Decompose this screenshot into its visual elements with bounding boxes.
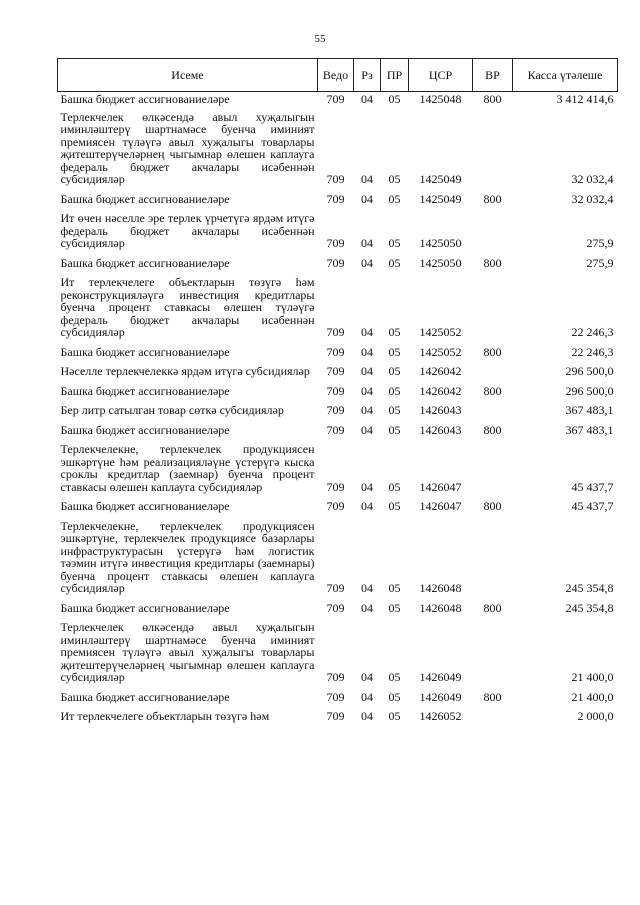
row-name: Башка бюджет ассигнованиеләре bbox=[60, 600, 230, 615]
table-row bbox=[58, 616, 618, 686]
row-pr: 05 bbox=[388, 689, 401, 704]
row-csr: 1426043 bbox=[419, 403, 462, 417]
row-name: Нәселле терлекчелеккә ярдәм итүгә субсидияләр bbox=[60, 364, 310, 378]
row-vedo: 709 bbox=[326, 689, 345, 704]
row-vedo: 709 bbox=[326, 236, 345, 250]
row-pr: 05 bbox=[388, 383, 401, 398]
row-name: Башка бюджет ассигнованиеләре bbox=[60, 689, 230, 704]
row-pr: 05 bbox=[388, 344, 401, 359]
row-pr: 05 bbox=[388, 600, 401, 615]
row-pr: 05 bbox=[388, 479, 401, 494]
row-rz: 04 bbox=[361, 344, 373, 359]
row-vr: 800 bbox=[483, 422, 502, 437]
row-rz: 04 bbox=[361, 236, 373, 250]
table-header bbox=[58, 59, 618, 92]
table-row bbox=[58, 399, 618, 419]
budget-table bbox=[57, 58, 618, 725]
row-pr: 05 bbox=[388, 499, 401, 513]
row-rz: 04 bbox=[361, 364, 373, 378]
row-vr bbox=[473, 271, 513, 341]
row-pr: 05 bbox=[388, 172, 401, 186]
row-vr bbox=[473, 207, 513, 252]
header-name: Исеме bbox=[58, 59, 318, 92]
table-row bbox=[58, 271, 618, 341]
table-row bbox=[58, 419, 618, 439]
row-csr: 1425052 bbox=[419, 325, 462, 339]
row-csr: 1425049 bbox=[419, 172, 462, 186]
row-vedo: 709 bbox=[326, 191, 345, 206]
row-csr: 1425050 bbox=[419, 255, 462, 270]
page-number: 55 bbox=[314, 33, 326, 45]
row-pr: 05 bbox=[388, 364, 401, 378]
row-kassa: 32 032,4 bbox=[571, 191, 614, 206]
row-kassa: 21 400,0 bbox=[571, 670, 614, 684]
row-name: Ит терлекчелеге объектларын төзүгә һәм bbox=[60, 709, 270, 723]
row-vedo: 709 bbox=[326, 344, 345, 359]
row-kassa: 21 400,0 bbox=[571, 689, 614, 704]
row-kassa: 367 483,1 bbox=[565, 422, 614, 437]
row-vr: 800 bbox=[483, 344, 502, 359]
row-name: Ит терлекчелеге объектларын төзүгә һәм реконструкцияләүгә инвестиция кредитлары буенча процент ставкасы өлешен түләүгә федераль бюджет акчалары исәбеннән субсидияләр bbox=[60, 275, 315, 339]
row-pr: 05 bbox=[388, 709, 401, 723]
header-csr: ЦСР bbox=[409, 59, 473, 92]
table-row bbox=[58, 495, 618, 515]
row-rz: 04 bbox=[361, 172, 373, 186]
row-kassa: 45 437,7 bbox=[571, 479, 614, 494]
header-kassa: Касса үтәлеше bbox=[513, 59, 618, 92]
row-rz: 04 bbox=[361, 499, 373, 513]
row-pr: 05 bbox=[388, 236, 401, 250]
row-vedo: 709 bbox=[326, 172, 345, 186]
row-name: Ит өчен нәселле эре терлек үрчетүгә ярдәм итүгә федераль бюджет акчалары исәбеннән субсидияләр bbox=[60, 211, 315, 250]
table-row bbox=[58, 515, 618, 597]
row-csr: 1426047 bbox=[419, 499, 462, 513]
row-kassa: 275,9 bbox=[586, 236, 614, 250]
row-name: Башка бюджет ассигнованиеләре bbox=[60, 422, 230, 437]
table-row bbox=[58, 252, 618, 272]
row-name: Башка бюджет ассигнованиеләре bbox=[60, 191, 230, 206]
table-row bbox=[58, 360, 618, 380]
row-vedo: 709 bbox=[326, 600, 345, 615]
row-vedo: 709 bbox=[326, 255, 345, 270]
row-rz: 04 bbox=[361, 479, 373, 494]
row-vedo: 709 bbox=[326, 670, 345, 684]
row-csr: 1425049 bbox=[419, 191, 462, 206]
row-vedo: 709 bbox=[326, 325, 345, 339]
row-vedo: 709 bbox=[326, 403, 345, 417]
row-rz: 04 bbox=[361, 403, 373, 417]
row-name: Терлекчелек өлкәсендә авыл хуҗалыгын иминләштерү шартнамәсе буенча иминият премиясен түләүгә авыл хуҗалыгы товарлары җитештерүчеләрнең чыгымнар өлешен каплауга субсидияләр bbox=[60, 620, 315, 684]
row-name: Башка бюджет ассигнованиеләре bbox=[60, 255, 230, 270]
row-pr: 05 bbox=[388, 325, 401, 339]
row-kassa: 2 000,0 bbox=[577, 709, 614, 723]
row-rz: 04 bbox=[361, 422, 373, 437]
table-body bbox=[58, 92, 618, 725]
row-csr: 1426048 bbox=[419, 600, 462, 615]
row-pr: 05 bbox=[388, 403, 401, 417]
row-vr bbox=[473, 106, 513, 188]
row-rz: 04 bbox=[361, 709, 373, 723]
row-csr: 1426049 bbox=[419, 670, 462, 684]
row-pr: 05 bbox=[388, 581, 401, 595]
row-csr: 1426042 bbox=[419, 364, 462, 378]
row-name: Башка бюджет ассигнованиеләре bbox=[60, 499, 230, 513]
row-name: Терлекчелекне, терлекчелек продукциясен эшкәртүне, терлекчелек продукциясе базарлары инфраструктурасын үстерүгә һәм логистик тәэмин итүгә инвестиция кредитлары (заемнары) буенча процент ставкасы өлешен каплауга субсидияләр bbox=[60, 518, 315, 595]
row-rz: 04 bbox=[361, 191, 373, 206]
table-row bbox=[58, 207, 618, 252]
table-row bbox=[58, 686, 618, 706]
row-rz: 04 bbox=[361, 255, 373, 270]
row-kassa: 296 500,0 bbox=[565, 364, 614, 378]
table-row bbox=[58, 438, 618, 495]
table-row bbox=[58, 106, 618, 188]
row-vedo: 709 bbox=[326, 422, 345, 437]
row-pr: 05 bbox=[388, 92, 401, 106]
row-rz: 04 bbox=[361, 92, 373, 106]
header-pr: ПР bbox=[381, 59, 409, 92]
row-vedo: 709 bbox=[326, 92, 345, 106]
row-kassa: 245 354,8 bbox=[565, 600, 614, 615]
header-vr: ВР bbox=[473, 59, 513, 92]
row-rz: 04 bbox=[361, 581, 373, 595]
row-csr: 1426047 bbox=[419, 479, 462, 494]
row-csr: 1425050 bbox=[419, 236, 462, 250]
row-name: Башка бюджет ассигнованиеләре bbox=[60, 383, 230, 398]
row-vr bbox=[473, 438, 513, 495]
row-rz: 04 bbox=[361, 689, 373, 704]
row-csr: 1426052 bbox=[419, 709, 462, 723]
table-row bbox=[58, 380, 618, 400]
row-vr: 800 bbox=[483, 383, 502, 398]
row-rz: 04 bbox=[361, 670, 373, 684]
table-row bbox=[58, 341, 618, 361]
row-kassa: 22 246,3 bbox=[571, 344, 614, 359]
row-kassa: 32 032,4 bbox=[571, 172, 614, 186]
row-kassa: 45 437,7 bbox=[571, 499, 614, 513]
table-row bbox=[58, 92, 618, 106]
row-kassa: 296 500,0 bbox=[565, 383, 614, 398]
row-pr: 05 bbox=[388, 670, 401, 684]
row-csr: 1426049 bbox=[419, 689, 462, 704]
row-rz: 04 bbox=[361, 325, 373, 339]
row-vedo: 709 bbox=[326, 364, 345, 378]
row-kassa: 275,9 bbox=[586, 255, 614, 270]
row-csr: 1426042 bbox=[419, 383, 462, 398]
table-row bbox=[58, 705, 618, 725]
row-name: Терлекчелекне, терлекчелек продукциясен эшкәртүне һәм реализацияләүне үстерүгә кыска сроклы кредитлар (заемнар) буенча процент ставкасы өлешен каплауга субсидияләр bbox=[60, 442, 315, 494]
row-kassa: 3 412 414,6 bbox=[556, 92, 614, 106]
row-csr: 1426043 bbox=[419, 422, 462, 437]
row-csr: 1426048 bbox=[419, 581, 462, 595]
row-vedo: 709 bbox=[326, 581, 345, 595]
row-name: Башка бюджет ассигнованиеләре bbox=[60, 92, 230, 106]
row-kassa: 245 354,8 bbox=[565, 581, 614, 595]
header-vedo: Ведо bbox=[318, 59, 354, 92]
header-rz: Рз bbox=[354, 59, 381, 92]
row-csr: 1425048 bbox=[419, 92, 462, 106]
row-vr bbox=[473, 515, 513, 597]
row-kassa: 22 246,3 bbox=[571, 325, 614, 339]
row-rz: 04 bbox=[361, 600, 373, 615]
row-pr: 05 bbox=[388, 191, 401, 206]
row-vr bbox=[473, 399, 513, 419]
row-vr: 800 bbox=[483, 191, 502, 206]
row-pr: 05 bbox=[388, 255, 401, 270]
row-name: Бер литр сатылган товар сөткә субсидияләр bbox=[60, 403, 284, 417]
row-pr: 05 bbox=[388, 422, 401, 437]
row-vr: 800 bbox=[483, 92, 502, 106]
row-name: Терлекчелек өлкәсендә авыл хуҗалыгын иминләштерү шартнамәсе буенча иминият премиясен түләүгә авыл хуҗалыгы товарлары җитештерүчеләрнең чыгымнар өлешен каплауга федераль бюджет акчалары исәбеннән субсидияләр bbox=[60, 109, 315, 186]
row-vr: 800 bbox=[483, 600, 502, 615]
row-vr bbox=[473, 705, 513, 725]
row-kassa: 367 483,1 bbox=[565, 403, 614, 417]
row-vedo: 709 bbox=[326, 479, 345, 494]
row-vr bbox=[473, 360, 513, 380]
row-csr: 1425052 bbox=[419, 344, 462, 359]
row-vr: 800 bbox=[483, 499, 502, 513]
row-vedo: 709 bbox=[326, 709, 345, 723]
row-vr: 800 bbox=[483, 689, 502, 704]
row-vr bbox=[473, 616, 513, 686]
table-row bbox=[58, 188, 618, 208]
row-rz: 04 bbox=[361, 383, 373, 398]
row-vedo: 709 bbox=[326, 383, 345, 398]
row-vr: 800 bbox=[483, 255, 502, 270]
row-vedo: 709 bbox=[326, 499, 345, 513]
row-name: Башка бюджет ассигнованиеләре bbox=[60, 344, 230, 359]
table-row bbox=[58, 597, 618, 617]
